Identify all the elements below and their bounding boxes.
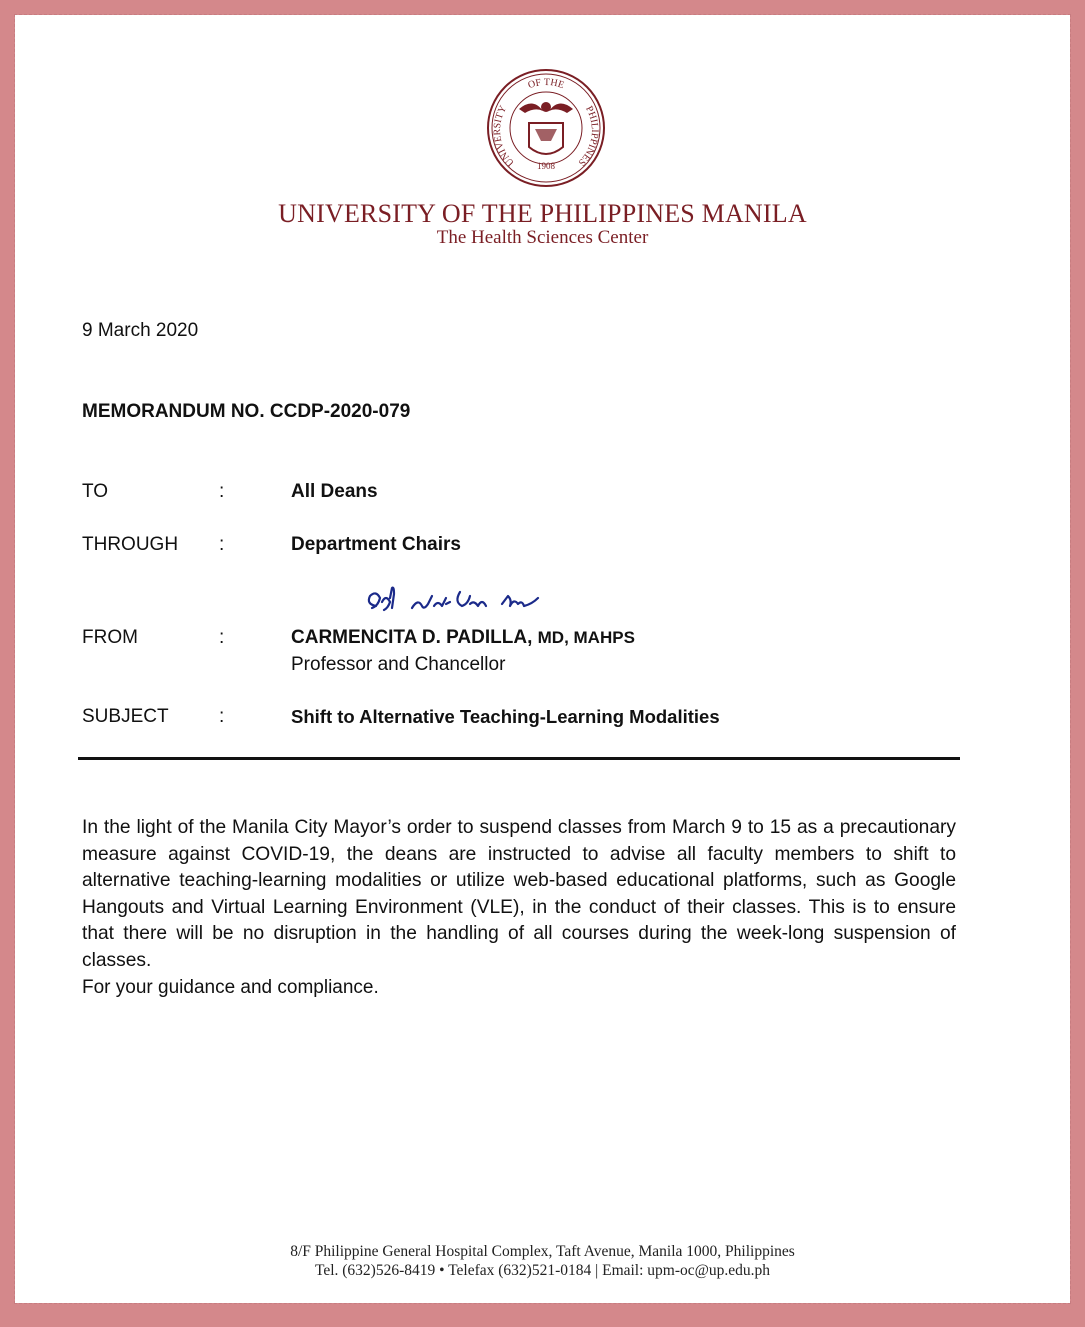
to-value: All Deans [291,481,378,502]
subject-row [0,706,1085,730]
header-divider [78,757,960,760]
svg-text:1908: 1908 [537,161,555,171]
from-name [291,627,635,649]
from-row [0,627,1085,651]
subject-colon: : [219,706,225,727]
svg-text:PHILIPPINES: PHILIPPINES [575,104,600,168]
to-row [0,481,1085,505]
from-label: FROM [82,627,138,648]
through-colon: : [219,534,225,555]
subject-label: SUBJECT [82,706,169,727]
memo-date: 9 March 2020 [82,320,199,341]
subject-value: Shift to Alternative Teaching-Learning Modalities [291,706,720,727]
university-seal-icon [485,67,607,189]
from-colon: : [219,627,225,648]
svg-text:UNIVERSITY: UNIVERSITY [491,103,517,169]
through-row [0,534,1085,558]
university-name: UNIVERSITY OF THE PHILIPPINES MANILA [278,199,807,228]
university-subtitle: The Health Sciences Center [436,227,649,248]
footer-contact: Tel. (632)526-8419 • Telefax (632)521-0184 | Email: upm-oc@up.edu.ph [314,1262,771,1279]
svg-text:OF THE: OF THE [526,76,566,92]
to-colon: : [219,481,225,502]
from-title: Professor and Chancellor [291,654,506,675]
to-label: TO [82,481,109,502]
closing-line: For your guidance and compliance. [82,977,379,998]
from-degrees: MD, MAHPS [537,628,635,647]
footer-address: 8/F Philippine General Hospital Complex, Taft Avenue, Manila 1000, Philippines [290,1243,795,1260]
signature-icon [362,582,562,622]
through-value: Department Chairs [291,534,461,555]
document-page [15,15,1070,1303]
memo-number: MEMORANDUM NO. CCDP-2020-079 [82,401,411,422]
body-paragraph: In the light of the Manila City Mayor’s order to suspend classes from March 9 to 15 as a precautionary measure against COVID-19, the deans are instructed to advise all faculty members to shift to alternative teaching-learning modalities or utilize web-based educational platforms, such as Google Hangouts and Virtual Learning Environment (VLE), in the conduct of their classes. This is to ensure that there will be no disruption in the handling of all courses during the week-long suspension of classes. [82,817,956,971]
through-label: THROUGH [82,534,179,555]
from-name-text: CARMENCITA D. PADILLA, [291,627,533,648]
